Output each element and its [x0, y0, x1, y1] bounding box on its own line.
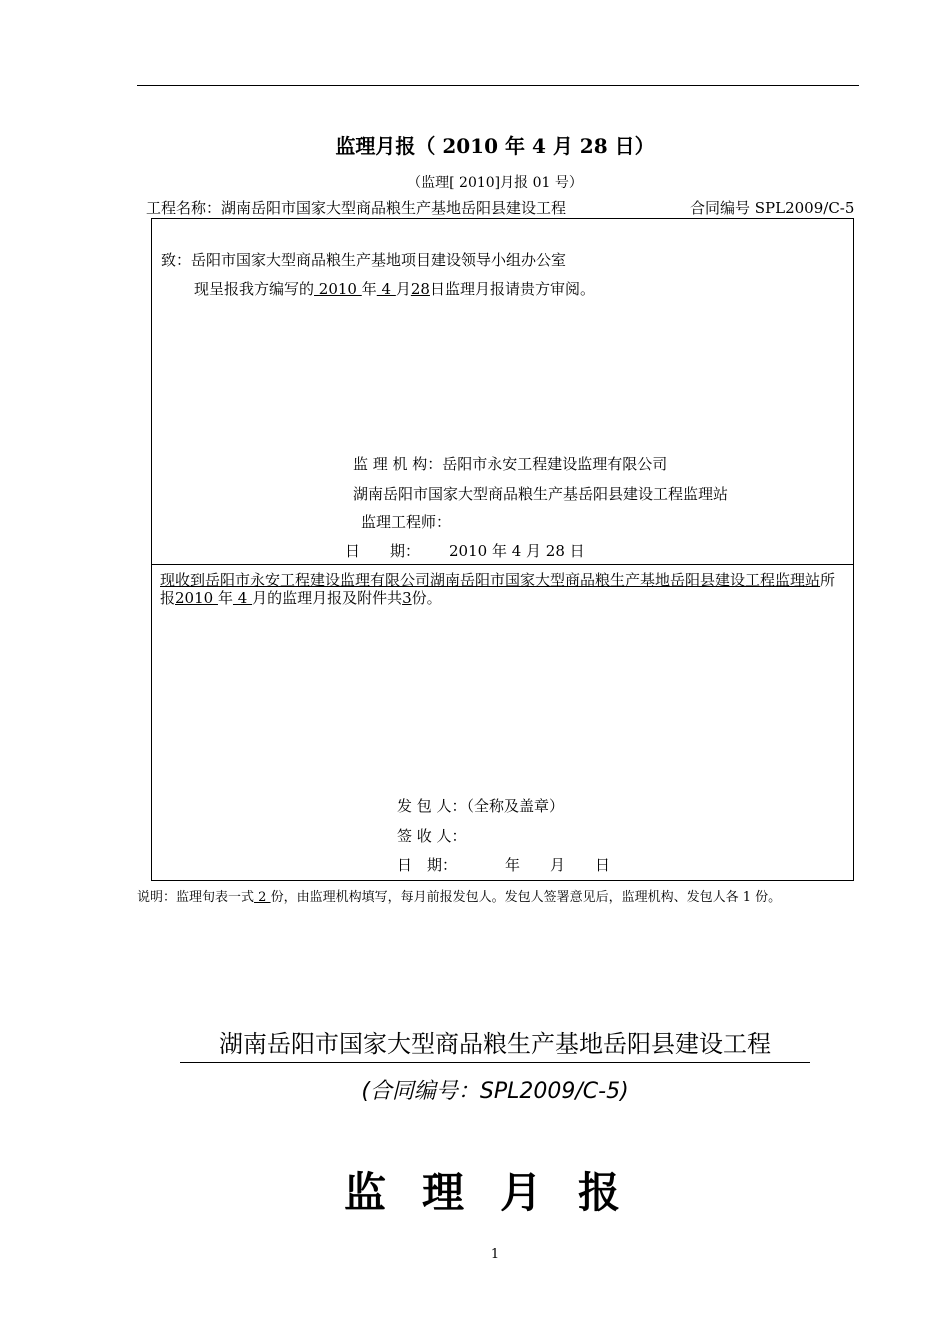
- contract-number: 合同编号 SPL2009/C-5: [690, 199, 855, 217]
- receipt-year-suffix: 年: [217, 589, 233, 607]
- cover-rule: [180, 1062, 810, 1063]
- submission-date-label: 日 期：: [345, 542, 421, 560]
- footnote-count: 2: [254, 890, 271, 905]
- receipt-month-suffix: 月的监理月报及附件共: [252, 589, 403, 607]
- submission-line: [194, 278, 595, 299]
- receipt-copies: 3: [402, 589, 412, 607]
- receipt-box: [151, 564, 854, 881]
- cover-contract-number: (合同编号：SPL2009/C-5): [361, 1079, 629, 1104]
- submission-month-suffix: 月: [395, 280, 411, 298]
- project-name: 工程名称：湖南岳阳市国家大型商品粮生产基地岳阳县建设工程: [146, 199, 567, 217]
- receiver-label: 签 收 人：: [397, 827, 467, 845]
- receipt-prefix: 所报: [160, 571, 836, 607]
- submission-month: 4: [376, 280, 396, 298]
- submission-year-suffix: 年: [361, 280, 377, 298]
- receipt-month: 4: [232, 589, 253, 607]
- submission-prefix: 现呈报我方编写的: [194, 280, 315, 298]
- cover-title: 监理月报: [343, 1168, 656, 1217]
- supervision-engineer: 监理工程师：: [361, 513, 452, 531]
- receipt-org: 现收到岳阳市永安工程建设监理有限公司湖南岳阳市国家大型商品粮生产基地岳阳县建设工程监理站: [160, 571, 821, 589]
- footnote-suffix: 份，由监理机构填写，每月前报发包人。发包人签署意见后，监理机构、发包人各 1 份。: [270, 890, 782, 905]
- supervision-org: 监 理 机 构：岳阳市永安工程建设监理有限公司: [353, 455, 668, 473]
- receipt-year: 2010: [175, 589, 218, 607]
- footnote: [137, 886, 781, 905]
- cover-project-name: 湖南岳阳市国家大型商品粮生产基地岳阳县建设工程: [219, 1030, 771, 1058]
- submission-year: 2010: [314, 280, 362, 298]
- submission-suffix: 日监理月报请贵方审阅。: [429, 280, 595, 298]
- submission-day: 28: [410, 280, 430, 298]
- header-rule: [137, 85, 859, 86]
- footnote-prefix: 说明：监理旬表一式: [137, 890, 255, 905]
- report-title: 监理月报（ 2010 年 4 月 28 日）: [335, 134, 655, 158]
- receipt-date-label: 日 期：: [397, 856, 458, 874]
- receipt-text: [160, 571, 850, 607]
- receipt-copies-suffix: 份。: [411, 589, 442, 607]
- supervision-station: 湖南岳阳市国家大型商品粮生产基岳阳县建设工程监理站: [353, 485, 729, 503]
- page-number: 1: [490, 1247, 500, 1262]
- issuer-label: 发 包 人：（全称及盖章）: [397, 797, 565, 815]
- addressee: 致：岳阳市国家大型商品粮生产基地项目建设领导小组办公室: [161, 251, 567, 269]
- receipt-date-blank: 年 月 日: [505, 856, 611, 874]
- report-number: （监理[ 2010]月报 01 号）: [407, 175, 583, 191]
- submission-box: [151, 218, 854, 565]
- submission-date: 2010 年 4 月 28 日: [449, 542, 585, 560]
